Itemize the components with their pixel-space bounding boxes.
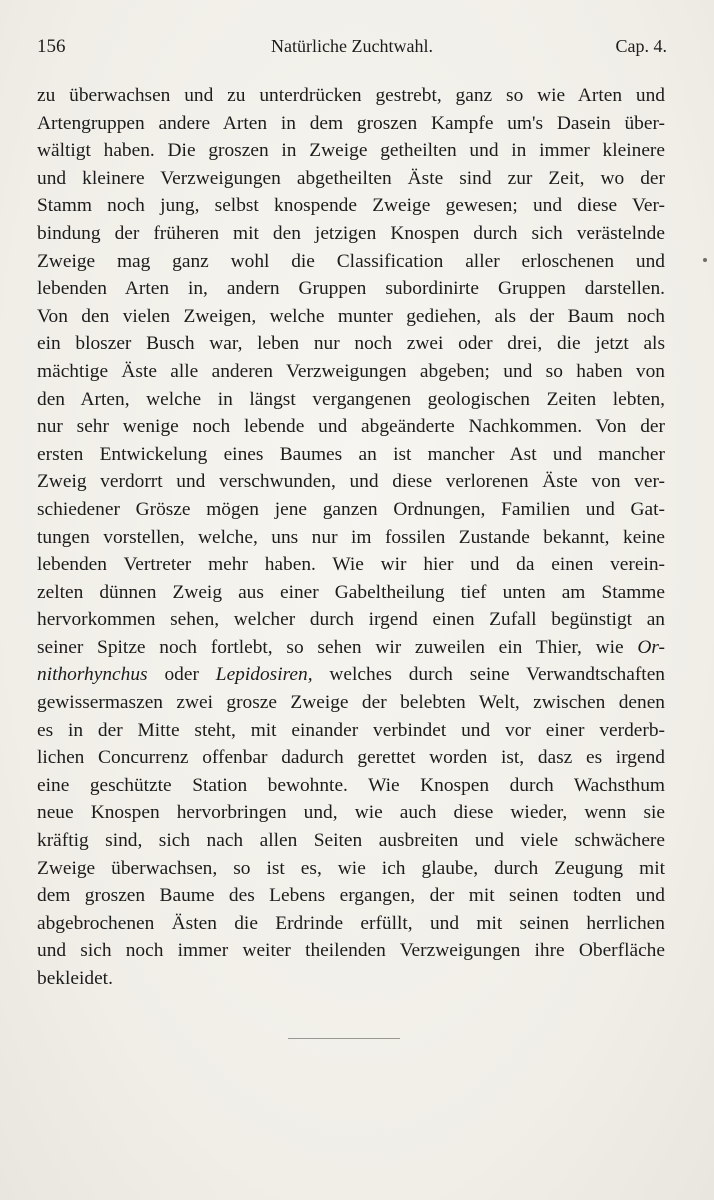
text-line: kräftig sind, sich nach allen Seiten ausbreiten und viele schwächere (37, 830, 665, 852)
text-span: seiner Spitze noch fortlebt, so sehen wir zuweilen ein Thier, wie (37, 636, 638, 658)
text-line: den Arten, welche in längst vergangenen geologischen Zeiten lebten, (37, 388, 665, 410)
text-line-with-italic (37, 661, 665, 689)
text-line: Stamm noch jung, selbst knospende Zweige gewesen; und diese Ver- (37, 195, 665, 217)
text-span: welches durch seine Verwandtschaften (312, 664, 665, 686)
text-line: wältigt haben. Die groszen in Zweige getheilten und in immer kleinere (37, 140, 665, 162)
chapter-label: Cap. 4. (615, 36, 667, 56)
text-line: Artengruppen andere Arten in dem groszen Kampfe um's Dasein über- (37, 112, 665, 134)
margin-mark (703, 258, 707, 262)
page-header (37, 36, 667, 64)
text-line: es in der Mitte steht, mit einander verbindet und vor einer verderb- (37, 719, 665, 741)
text-line: mächtige Äste alle anderen Verzweigungen abgeben; und so haben von (37, 360, 665, 382)
text-line: Zweig verdorrt und verschwunden, und diese verlorenen Äste von ver- (37, 471, 665, 493)
text-line: dem groszen Baume des Lebens ergangen, der mit seinen todten und (37, 885, 665, 907)
italic-species-name: Or- (637, 636, 665, 658)
text-line: schiedener Grösze mögen jene ganzen Ordnungen, Familien und Gat- (37, 498, 665, 520)
text-line: Zweige mag ganz wohl die Classification aller erloschenen und (37, 250, 665, 272)
text-line: eine geschützte Station bewohnte. Wie Knospen durch Wachsthum (37, 774, 665, 796)
text-line: ein bloszer Busch war, leben nur noch zwei oder drei, die jetzt als (37, 333, 665, 355)
text-line: neue Knospen hervorbringen und, wie auch diese wieder, wenn sie (37, 802, 665, 824)
text-line: gewissermaszen zwei grosze Zweige der belebten Welt, zwischen denen (37, 692, 665, 714)
text-line: und kleinere Verzweigungen abgetheilten Äste sind zur Zeit, wo der (37, 167, 665, 189)
text-line: und sich noch immer weiter theilenden Verzweigungen ihre Oberfläche (37, 940, 665, 962)
page-number: 156 (37, 36, 66, 57)
text-line: zelten dünnen Zweig aus einer Gabeltheilung tief unten am Stamme (37, 581, 665, 603)
text-line: lichen Concurrenz offenbar dadurch gerettet worden ist, dasz es irgend (37, 747, 665, 769)
text-line: hervorkommen sehen, welcher durch irgend einen Zufall begünstigt an (37, 609, 665, 631)
italic-species-name: nithorhynchus (37, 664, 148, 686)
italic-species-name: Lepidosiren, (215, 664, 313, 686)
text-line: bekleidet. (37, 968, 113, 989)
text-line: zu überwachsen und zu unterdrücken gestrebt, ganz so wie Arten und (37, 85, 665, 106)
text-line: bindung der früheren mit den jetzigen Knospen durch sich verästelnde (37, 222, 665, 244)
body-text (37, 82, 665, 993)
section-rule (288, 1038, 400, 1039)
text-line: Von den vielen Zweigen, welche munter gediehen, als der Baum noch (37, 305, 665, 327)
text-line: ersten Entwickelung eines Baumes an ist mancher Ast und mancher (37, 443, 665, 465)
text-line: lebenden Vertreter mehr haben. Wie wir hier und da einen verein- (37, 554, 665, 576)
text-line: Zweige überwachsen, so ist es, wie ich glaube, durch Zeugung mit (37, 857, 665, 879)
text-span: oder (147, 664, 216, 686)
running-title: Natürliche Zuchtwahl. (271, 36, 433, 56)
text-line: abgebrochenen Ästen die Erdrinde erfüllt, und mit seinen herrlichen (37, 912, 665, 934)
text-line: lebenden Arten in, andern Gruppen subordinirte Gruppen darstellen. (37, 278, 665, 300)
text-line-with-italic (37, 634, 665, 662)
text-line: nur sehr wenige noch lebende und abgeänderte Nachkommen. Von der (37, 416, 665, 438)
text-line: tungen vorstellen, welche, uns nur im fossilen Zustande bekannt, keine (37, 526, 665, 548)
